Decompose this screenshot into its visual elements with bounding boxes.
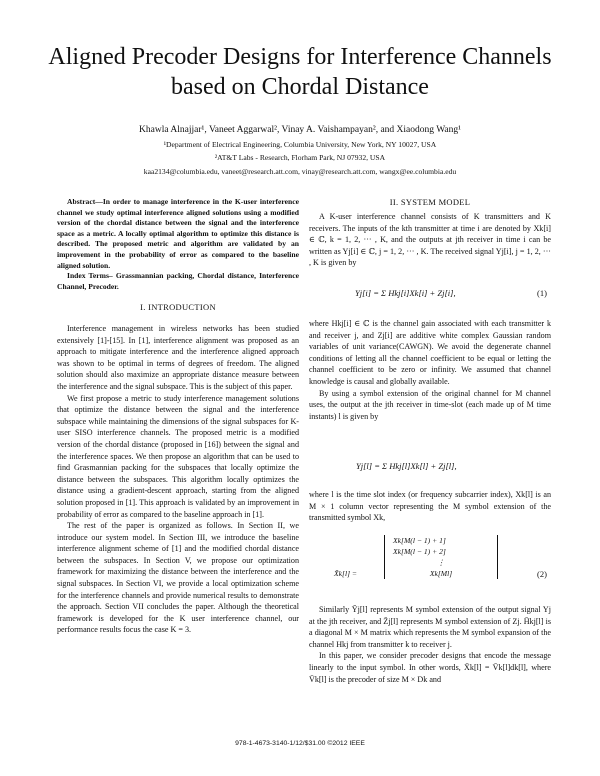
introduction xyxy=(57,323,299,636)
title-line-1: Aligned Precoder Designs for Interference Channels xyxy=(48,44,552,70)
matrix-row: ⋮ xyxy=(437,558,445,567)
abstract-text: Abstract—In order to manage interference in the K-user interference channel we study optimal interference aligned solutions using a modified version of the chordal distance between the signal and the interference space as a metric. A locally optimal algorithm to optimize this distance is described. The proposed metric and algorithm are validated by an improvement in the probability of error as compared to the baseline aligned solution. xyxy=(57,197,299,270)
abstract xyxy=(57,197,299,292)
intro-paragraph-3: The rest of the paper is organized as follows. In Section II, we introduce our system model. In Section III, we introduce the baseline interference alignment scheme of [1] and the modified chordal distance between the subspaces. In Section V, we propose our optimization framework for maximizing the distance between the interference and the signal subspaces. In Section VI, we provide a local optimization scheme for the interference channels and provide numerical results to demonstrate the approach. Section VII concludes the paper. Although the theoretical framework is developed for the K user interference channel, our performance results focus the case K = 3. xyxy=(57,521,299,635)
equation-2: Yj[l] = Σ Hkj[l]Xk[l] + Zj[l], xyxy=(356,461,457,471)
system-model-p4 xyxy=(309,489,551,524)
matrix-vector xyxy=(384,535,498,579)
system-paragraph-2: where Hkj[i] ∈ ℂ is the channel gain associated with each transmitter k and receiver j, and Zj[i] are additive white complex Gaussian random variables of unit variance(CAWGN). We avoid the degenerate channel conditions of letting all the channel coefficient to be equal or letting the channel coefficient to be zero or infinity. We assumed that channel knowledge is causal and globally available. xyxy=(309,319,551,386)
system-model-p5 xyxy=(309,604,551,685)
system-paragraph-1: A K-user interference channel consists of K transmitters and K receivers. The inputs of the kth transmitter at time i are denoted by Xk[i] ∈ ℂ, k = 1, 2, ··· , K, and the outputs at jth receiver in time i can be written as Yj[i] ∈ ℂ, j = 1, 2, ··· , K. The received signal Yj[i], j = 1, 2, ··· , K is given by xyxy=(309,212,551,268)
matrix-row: Xk[Ml] xyxy=(429,569,453,578)
affiliation-1: ¹Department of Electrical Engineering, Columbia University, New York, NY 10027, USA xyxy=(163,140,437,149)
section-2-title: II. SYSTEM MODEL xyxy=(389,197,471,207)
intro-paragraph-2: We first propose a metric to study interference management solutions that optimize the distance between the signal and the interference subspace while maintaining the dimensions of the signal subspaces for K-user SISO interference channels. The proposed metric is a modified version of the chordal distance (proposed in [16]) between the signal and the interference spaces. We then propose an algorithm that can be used to find Grasmannian packing for the subspaces that locally optimize the distance between the subspaces. This algorithm locally optimizes the distance using a gradient-descent approach, starting from the aligned solution proposed in [1]. This approach is validated by an improvement in probability of error as compared to the baseline approach in [1]. xyxy=(57,393,299,519)
section-1-title: I. INTRODUCTION xyxy=(140,302,216,312)
system-paragraph-6: In this paper, we consider precoder designs that encode the message linearly to the input symbol. In other words, X̄k[l] = V̄k[l]dk[l], where V̄k[l] is the precoder of size M × Dk and xyxy=(309,651,551,684)
system-model-p1 xyxy=(309,211,551,269)
matrix-row: Xk[M(l − 1) + 1] xyxy=(393,536,446,545)
affiliation-2: ²AT&T Labs - Research, Florham Park, NJ 07932, USA xyxy=(214,153,386,162)
system-paragraph-5: Similarly Ȳj[l] represents M symbol extension of the output signal Yj at the jth receiver, and Z̄j[l] represents M symbol extension of Zj. H̄kj[l] is a diagonal M × M matrix which represents the M symbol expansion of the channel Hkj from transmitter k to receiver j. xyxy=(309,605,551,649)
copyright-footer: 978-1-4673-3140-1/12/$31.00 ©2012 IEEE xyxy=(235,740,365,747)
index-terms: Index Terms– Grassmannian packing, Chordal distance, Interference Channel, Precoder. xyxy=(57,271,299,291)
equation-1-number: (1) xyxy=(537,288,547,298)
authors: Khawla Alnajjar¹, Vaneet Aggarwal², Vinay A. Vaishampayan², and Xiaodong Wang¹ xyxy=(139,125,461,135)
title-line-2: based on Chordal Distance xyxy=(171,74,429,100)
paper-title xyxy=(20,42,580,102)
system-paragraph-4: where l is the time slot index (or frequency subcarrier index), Xk[l] is an M × 1 column vector representing the M symbol extension of the transmitted symbol Xk, xyxy=(309,490,551,523)
system-paragraph-3: By using a symbol extension of the original channel for M channel uses, the output at the jth receiver in time-slot (each made up of M time instants) l is given by xyxy=(309,388,551,421)
equation-2-number: (2) xyxy=(537,569,547,579)
equation-1: Yj[i] = Σ Hkj[i]Xk[i] + Zj[i], xyxy=(355,288,456,298)
matrix-lhs: X̄k[l] = xyxy=(334,569,358,578)
matrix-row: Xk[M(l − 1) + 2] xyxy=(393,547,446,556)
system-model-p2 xyxy=(309,318,551,422)
intro-paragraph-1: Interference management in wireless networks has been studied extensively [1]-[15]. In [1], interference alignment was proposed as an approach to mitigate interference and the interference aligned approach was shown to be optimal in terms of degrees of freedom. The aligned solution should also maximize an appropriate distance measure between the interference and the signal subspace. This is the subject of this paper. xyxy=(57,324,299,391)
emails: kaa2134@columbia.edu, vaneet@research.att.com, vinay@research.att.com, wangx@ee.columbia.edu xyxy=(143,167,457,176)
